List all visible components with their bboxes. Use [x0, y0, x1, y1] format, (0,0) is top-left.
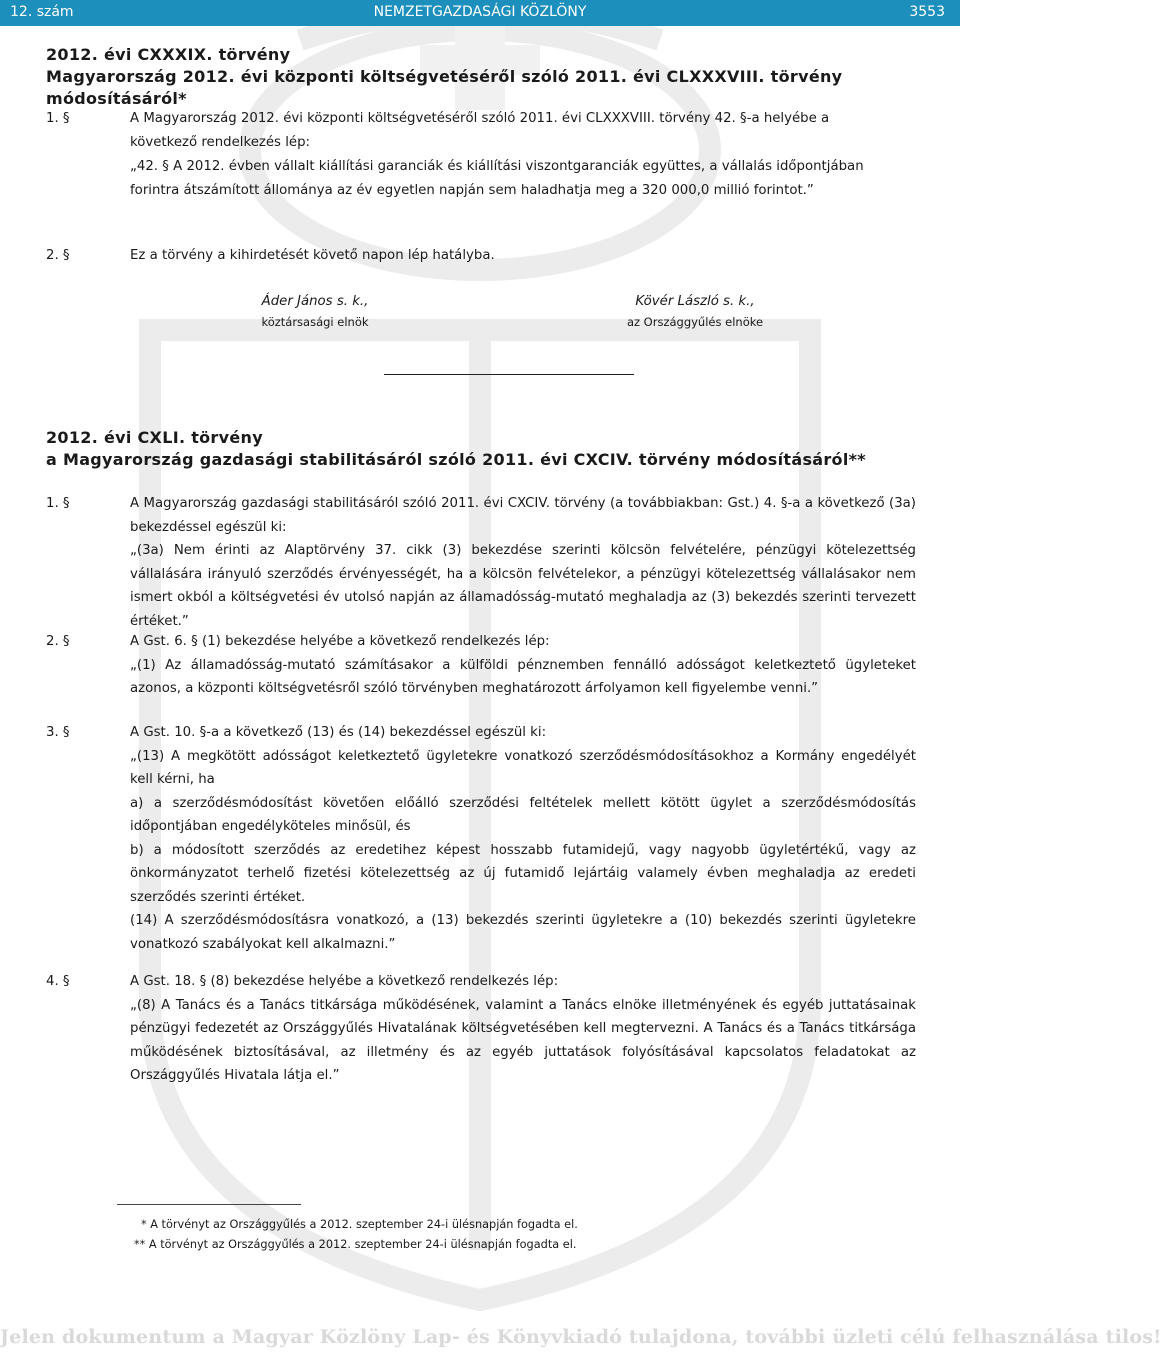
page-header — [0, 0, 960, 26]
issue-number: 12. szám — [10, 4, 74, 20]
footnote-1: * A törvényt az Országgyűlés a 2012. szeptember 24-i ülésnapján fogadta el. — [141, 1218, 578, 1231]
law2-section-1 — [46, 492, 916, 633]
page-number: 3553 — [909, 4, 945, 20]
footnote-2: ** A törvényt az Országgyűlés a 2012. szeptember 24-i ülésnapján fogadta el. — [134, 1238, 577, 1251]
law1-section-2 — [46, 244, 916, 268]
quoted-provision: „(1) Az államadósság-mutató számításakor a külföldi pénznemben fennálló adósságot keletkeztető ügyleteket azonos, a központi költségvetésről szóló törvényben meghatározott árfolyamon kell figyelembe venni.” — [130, 657, 916, 696]
quoted-provision: „42. § A 2012. évben vállalt kiállítási garanciák és kiállítási viszontgaranciák együttes, a vállalás időpontjában forintra átszámított állománya az év egyetlen napján sem haladhatja meg a 320 000,0 millió forintot.” — [130, 159, 864, 198]
journal-title: NEMZETGAZDASÁGI KÖZLÖNY — [373, 4, 587, 20]
quoted-provision: „(3a) Nem érinti az Alaptörvény 37. cikk (3) bekezdése szerinti kölcsön felvételére, pénzügyi kötelezettség vállalására irányuló szerződés érvényességét, ha a kölcsön felvételekor, a pénzügyi kötelezettség vállalásakor nem ismert okból a költségvetési év utolsó napján az államadósság-mutató meghaladja az (3) bekezdés szerinti tervezett értéket.” — [130, 543, 916, 629]
section-lead: Ez a törvény a kihirdetését követő napon lép hatályba. — [130, 248, 495, 263]
law2-title: 2012. évi CXLI. törvény a Magyarország gazdasági stabilitásáról szóló 2011. évi CXCIV. törvény módosításáról** — [46, 428, 866, 469]
quoted-paragraph-14: (14) A szerződésmódosításra vonatkozó, a (13) bekezdés szerinti ügyletekre a (10) bekezdés szerinti ügyletekre vonatkozó szabályokat kell alkalmazni.” — [130, 913, 916, 952]
section-lead: A Gst. 6. § (1) bekezdése helyébe a következő rendelkezés lép: — [130, 634, 550, 649]
section-number: 1. § — [46, 111, 70, 126]
law1-section-1 — [46, 107, 916, 202]
separator-line — [384, 374, 634, 375]
quoted-provision: „(8) A Tanács és a Tanács titkársága működésének, valamint a Tanács elnöke illetményének és egyéb juttatásainak pénzügyi fedezetét az Országgyűlés Hivatalának költségvetésében kell megtervezni. A Tanács és a Tanács titkársága működésének biztosításával, az illetmény és az egyéb juttatások folyósításával kapcsolatos feladatokat az Országgyűlés Hivatala látja el.” — [130, 997, 916, 1083]
footnote-separator — [117, 1204, 301, 1205]
section-number: 1. § — [46, 496, 70, 511]
law2-section-4 — [46, 970, 916, 1088]
law2-section-3 — [46, 721, 916, 956]
quoted-provision: „(13) A megkötött adósságot keletkeztető ügyletekre vonatkozó szerződésmódosításokhoz a Kormány engedélyét kell kérni, ha — [130, 748, 916, 787]
quoted-point-a: a) a szerződésmódosítást követően előálló szerződési feltételek mellett kötött ügylet a szerződésmódosítás időpontjában engedélyköteles minősül, és — [130, 795, 916, 834]
section-number: 2. § — [46, 248, 70, 263]
law2-section-2 — [46, 630, 916, 701]
law1-title: 2012. évi CXXXIX. törvény Magyarország 2012. évi központi költségvetéséről szóló 2011. évi CLXXXVIII. törvény módosításáról* — [46, 45, 843, 108]
section-lead: A Magyarország gazdasági stabilitásáról szóló 2011. évi CXCIV. törvény (a továbbiakban: Gst.) 4. §-a a következő (3a) bekezdéssel egészül ki: — [130, 496, 916, 535]
section-lead: A Gst. 10. §-a a következő (13) és (14) bekezdéssel egészül ki: — [130, 725, 547, 740]
quoted-point-b: b) a módosított szerződés az eredetihez képest hosszabb futamidejű, vagy nagyobb ügyletértékű, vagy az önkormányzatot terhelő fizetési kötelezettség az új futamidő lejártáig valamely évben meghaladja az eredeti szerződés szerinti értéket. — [130, 842, 916, 905]
section-lead: A Gst. 18. § (8) bekezdése helyébe a következő rendelkezés lép: — [130, 974, 559, 989]
section-number: 2. § — [46, 634, 70, 649]
section-lead: A Magyarország 2012. évi központi költségvetéséről szóló 2011. évi CLXXXVIII. törvény 42. §-a helyébe a következő rendelkezés lép: — [130, 111, 830, 150]
ownership-watermark: Jelen dokumentum a Magyar Közlöny Lap- és Könyvkiadó tulajdona, további üzleti célú felhasználása tilos! — [0, 1326, 1162, 1348]
section-number: 3. § — [46, 725, 70, 740]
signature-speaker: Kövér László s. k., az Országgyűlés elnöke — [626, 294, 764, 329]
section-number: 4. § — [46, 974, 70, 989]
signature-president: Áder János s. k., köztársasági elnök — [261, 294, 369, 329]
